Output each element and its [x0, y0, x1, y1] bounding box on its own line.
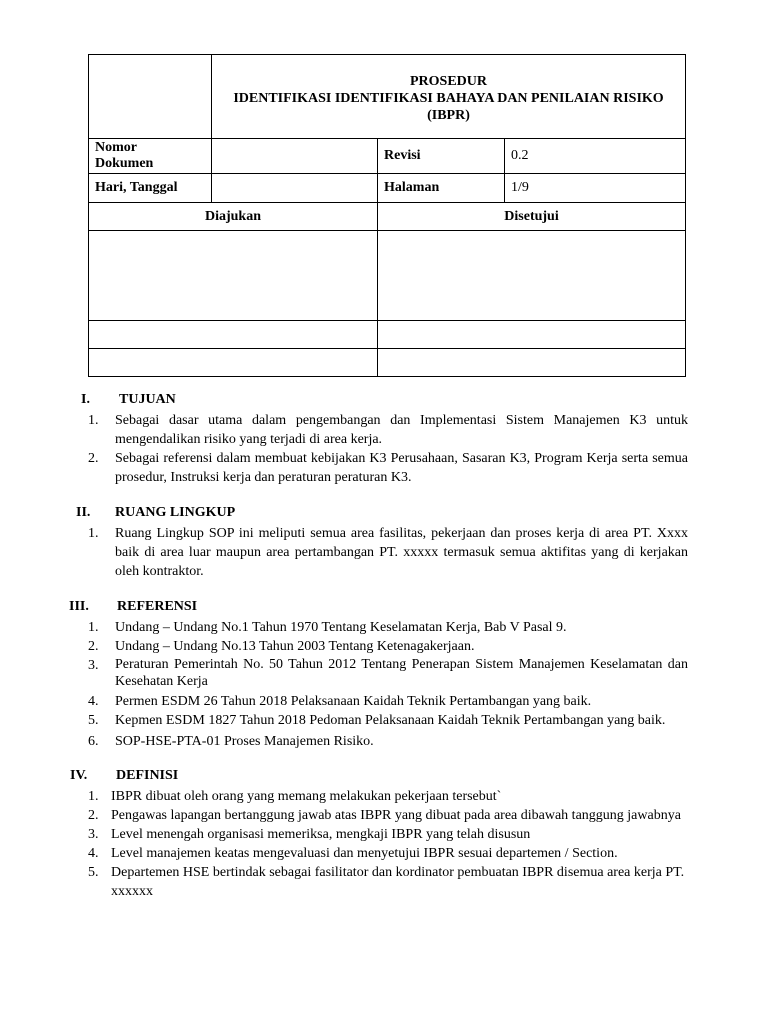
revisi-label: Revisi — [378, 139, 505, 174]
list-item: 5. Kepmen ESDM 1827 Tahun 2018 Pedoman Pelaksanaan Kaidah Teknik Pertambangan yang baik. — [88, 713, 666, 728]
diajukan-position-cell — [89, 349, 378, 377]
section-list — [88, 411, 688, 487]
logo-cell — [89, 55, 212, 139]
title-line-3: (IBPR) — [427, 108, 470, 123]
list-item: 1. Sebagai dasar utama dalam pengembangan dan Implementasi Sistem Manajemen K3 untuk mengendalikan risiko yang terjadi di area kerja. — [88, 413, 688, 447]
section-title: TUJUAN — [119, 392, 176, 407]
list-item: 1. IBPR dibuat oleh orang yang memang melakukan pekerjaan tersebut` — [88, 789, 502, 804]
section-number: I. — [81, 392, 90, 407]
diajukan-name-cell — [89, 321, 378, 349]
list-item: 6. SOP-HSE-PTA-01 Proses Manajemen Risiko. — [88, 734, 374, 749]
list-item: 2. Sebagai referensi dalam membuat kebijakan K3 Perusahaan, Sasaran K3, Program Kerja serta semua prosedur, Instruksi kerja dan peraturan peraturan K3. — [88, 451, 688, 485]
list-item: 3. Peraturan Pemerintah No. 50 Tahun 2012 Tentang Penerapan Sistem Manajemen Keselamatan dan Kesehatan Kerja — [88, 657, 688, 689]
revisi-value: 0.2 — [505, 139, 686, 174]
diajukan-label: Diajukan — [89, 203, 378, 231]
section-number: IV. — [70, 768, 88, 783]
title-line-2: IDENTIFIKASI IDENTIFIKASI BAHAYA DAN PENILAIAN RISIKO — [233, 91, 664, 106]
list-item: 4. Permen ESDM 26 Tahun 2018 Pelaksanaan Kaidah Teknik Pertambangan yang baik. — [88, 694, 592, 709]
list-item: 1. Ruang Lingkup SOP ini meliputi semua area fasilitas, pekerjaan dan proses kerja di area PT. Xxxx baik di area luar maupun area pertambangan PT. xxxxx termasuk semua aktifitas yang di kerjakan oleh kontraktor. — [88, 526, 688, 579]
nomor-dokumen-value — [212, 139, 378, 174]
list-item: 2. Undang – Undang No.13 Tahun 2003 Tentang Ketenagakerjaan. — [88, 639, 475, 654]
disetujui-signature-cell — [378, 231, 686, 321]
section-list — [88, 524, 688, 581]
section-number: II. — [76, 505, 91, 520]
section-title: DEFINISI — [116, 768, 179, 783]
document-title — [212, 55, 686, 139]
list-item: 5. Departemen HSE bertindak sebagai fasilitator dan kordinator pembuatan IBPR disemua area kerja PT. xxxxxx — [88, 865, 685, 899]
document-header-table — [88, 54, 686, 377]
section-title: REFERENSI — [117, 599, 198, 614]
list-item: 3. Level menengah organisasi memeriksa, mengkaji IBPR yang telah disusun — [88, 827, 531, 842]
list-item: 1. Undang – Undang No.1 Tahun 1970 Tentang Keselamatan Kerja, Bab V Pasal 9. — [88, 620, 567, 635]
nomor-dokumen-label: Nomor Dokumen — [89, 139, 212, 174]
list-item: 2. Pengawas lapangan bertanggung jawab atas IBPR yang dibuat pada area dibawah tanggung jawabnya — [88, 808, 681, 823]
diajukan-signature-cell — [89, 231, 378, 321]
disetujui-label: Disetujui — [378, 203, 686, 231]
list-item: 4. Level manajemen keatas mengevaluasi dan menyetujui IBPR sesuai departemen / Section. — [88, 846, 618, 861]
section-list — [88, 787, 688, 901]
disetujui-position-cell — [378, 349, 686, 377]
hari-tanggal-label: Hari, Tanggal — [89, 174, 212, 203]
hari-tanggal-value — [212, 174, 378, 203]
title-line-1: PROSEDUR — [410, 74, 488, 89]
section-title: RUANG LINGKUP — [115, 505, 236, 520]
section-number: III. — [69, 599, 89, 614]
section-list — [88, 618, 688, 751]
halaman-label: Halaman — [378, 174, 505, 203]
disetujui-name-cell — [378, 321, 686, 349]
halaman-value: 1/9 — [505, 174, 686, 203]
